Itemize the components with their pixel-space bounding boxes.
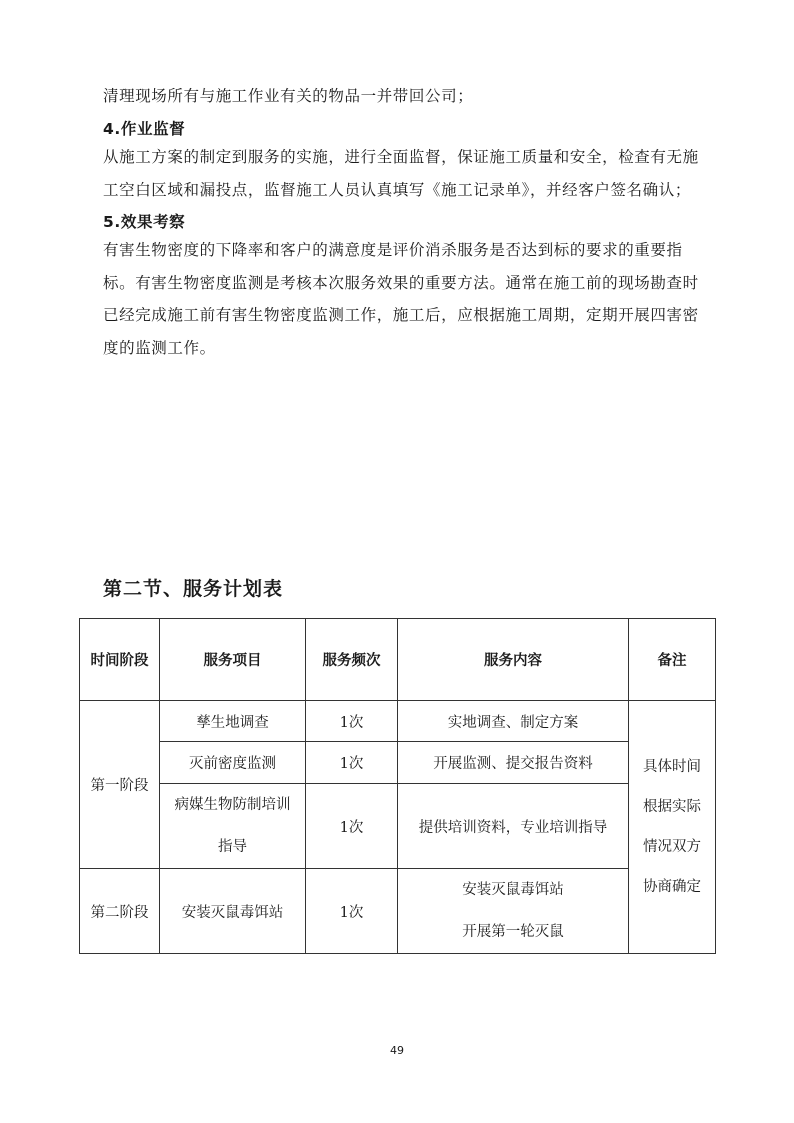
note-line: 根据实际 — [643, 799, 701, 815]
table-row — [80, 742, 716, 784]
item-cell: 安装灭鼠毒饵站 — [160, 869, 306, 954]
header-note: 备注 — [629, 619, 716, 701]
body-line-1: 清理现场所有与施工作业有关的物品一并带回公司； — [103, 87, 474, 105]
item-cell: 灭前密度监测 — [160, 742, 306, 784]
header-item: 服务项目 — [160, 619, 306, 701]
frequency-cell: 1次 — [306, 869, 398, 954]
stage-cell: 第一阶段 — [80, 701, 160, 869]
body-line-6: 已经完成施工前有害生物密度监测工作，施工后，应根据施工周期，定期开展四害密 — [103, 306, 699, 324]
content-line: 开展第一轮灭鼠 — [462, 924, 564, 940]
table-row — [80, 784, 716, 869]
frequency-cell: 1次 — [306, 742, 398, 784]
frequency-cell: 1次 — [306, 701, 398, 742]
frequency-cell: 1次 — [306, 784, 398, 869]
heading-effect: 5.效果考察 — [103, 213, 186, 231]
body-line-2: 从施工方案的制定到服务的实施，进行全面监督，保证施工质量和安全，检查有无施 — [103, 148, 699, 166]
content-cell: 实地调查、制定方案 — [398, 701, 629, 742]
item-line: 病媒生物防制培训 — [174, 797, 291, 813]
table-header-row — [80, 619, 716, 701]
content-line: 安装灭鼠毒饵站 — [462, 882, 564, 898]
content-cell — [398, 869, 629, 954]
header-content: 服务内容 — [398, 619, 629, 701]
table-row — [80, 869, 716, 954]
page-number: 49 — [390, 1044, 404, 1057]
item-line: 指导 — [218, 839, 247, 855]
body-line-5: 标。有害生物密度监测是考核本次服务效果的重要方法。通常在施工前的现场勘查时 — [103, 274, 699, 292]
header-frequency: 服务频次 — [306, 619, 398, 701]
stage-cell: 第二阶段 — [80, 869, 160, 954]
note-line: 协商确定 — [643, 879, 701, 895]
service-plan-table — [79, 618, 716, 954]
header-stage: 时间阶段 — [80, 619, 160, 701]
body-line-3: 工空白区域和漏投点，监督施工人员认真填写《施工记录单》，并经客户签名确认； — [103, 181, 691, 199]
note-line: 具体时间 — [643, 759, 701, 775]
body-line-4: 有害生物密度的下降率和客户的满意度是评价消杀服务是否达到标的要求的重要指 — [103, 241, 683, 259]
content-cell: 开展监测、提交报告资料 — [398, 742, 629, 784]
item-cell — [160, 784, 306, 869]
item-cell: 孳生地调查 — [160, 701, 306, 742]
body-line-7: 度的监测工作。 — [103, 339, 216, 357]
section-title: 第二节、服务计划表 — [103, 578, 284, 600]
note-cell — [629, 701, 716, 954]
note-line: 情况双方 — [643, 839, 701, 855]
content-cell: 提供培训资料，专业培训指导 — [398, 784, 629, 869]
table-row — [80, 701, 716, 742]
heading-supervision: 4.作业监督 — [103, 120, 186, 138]
